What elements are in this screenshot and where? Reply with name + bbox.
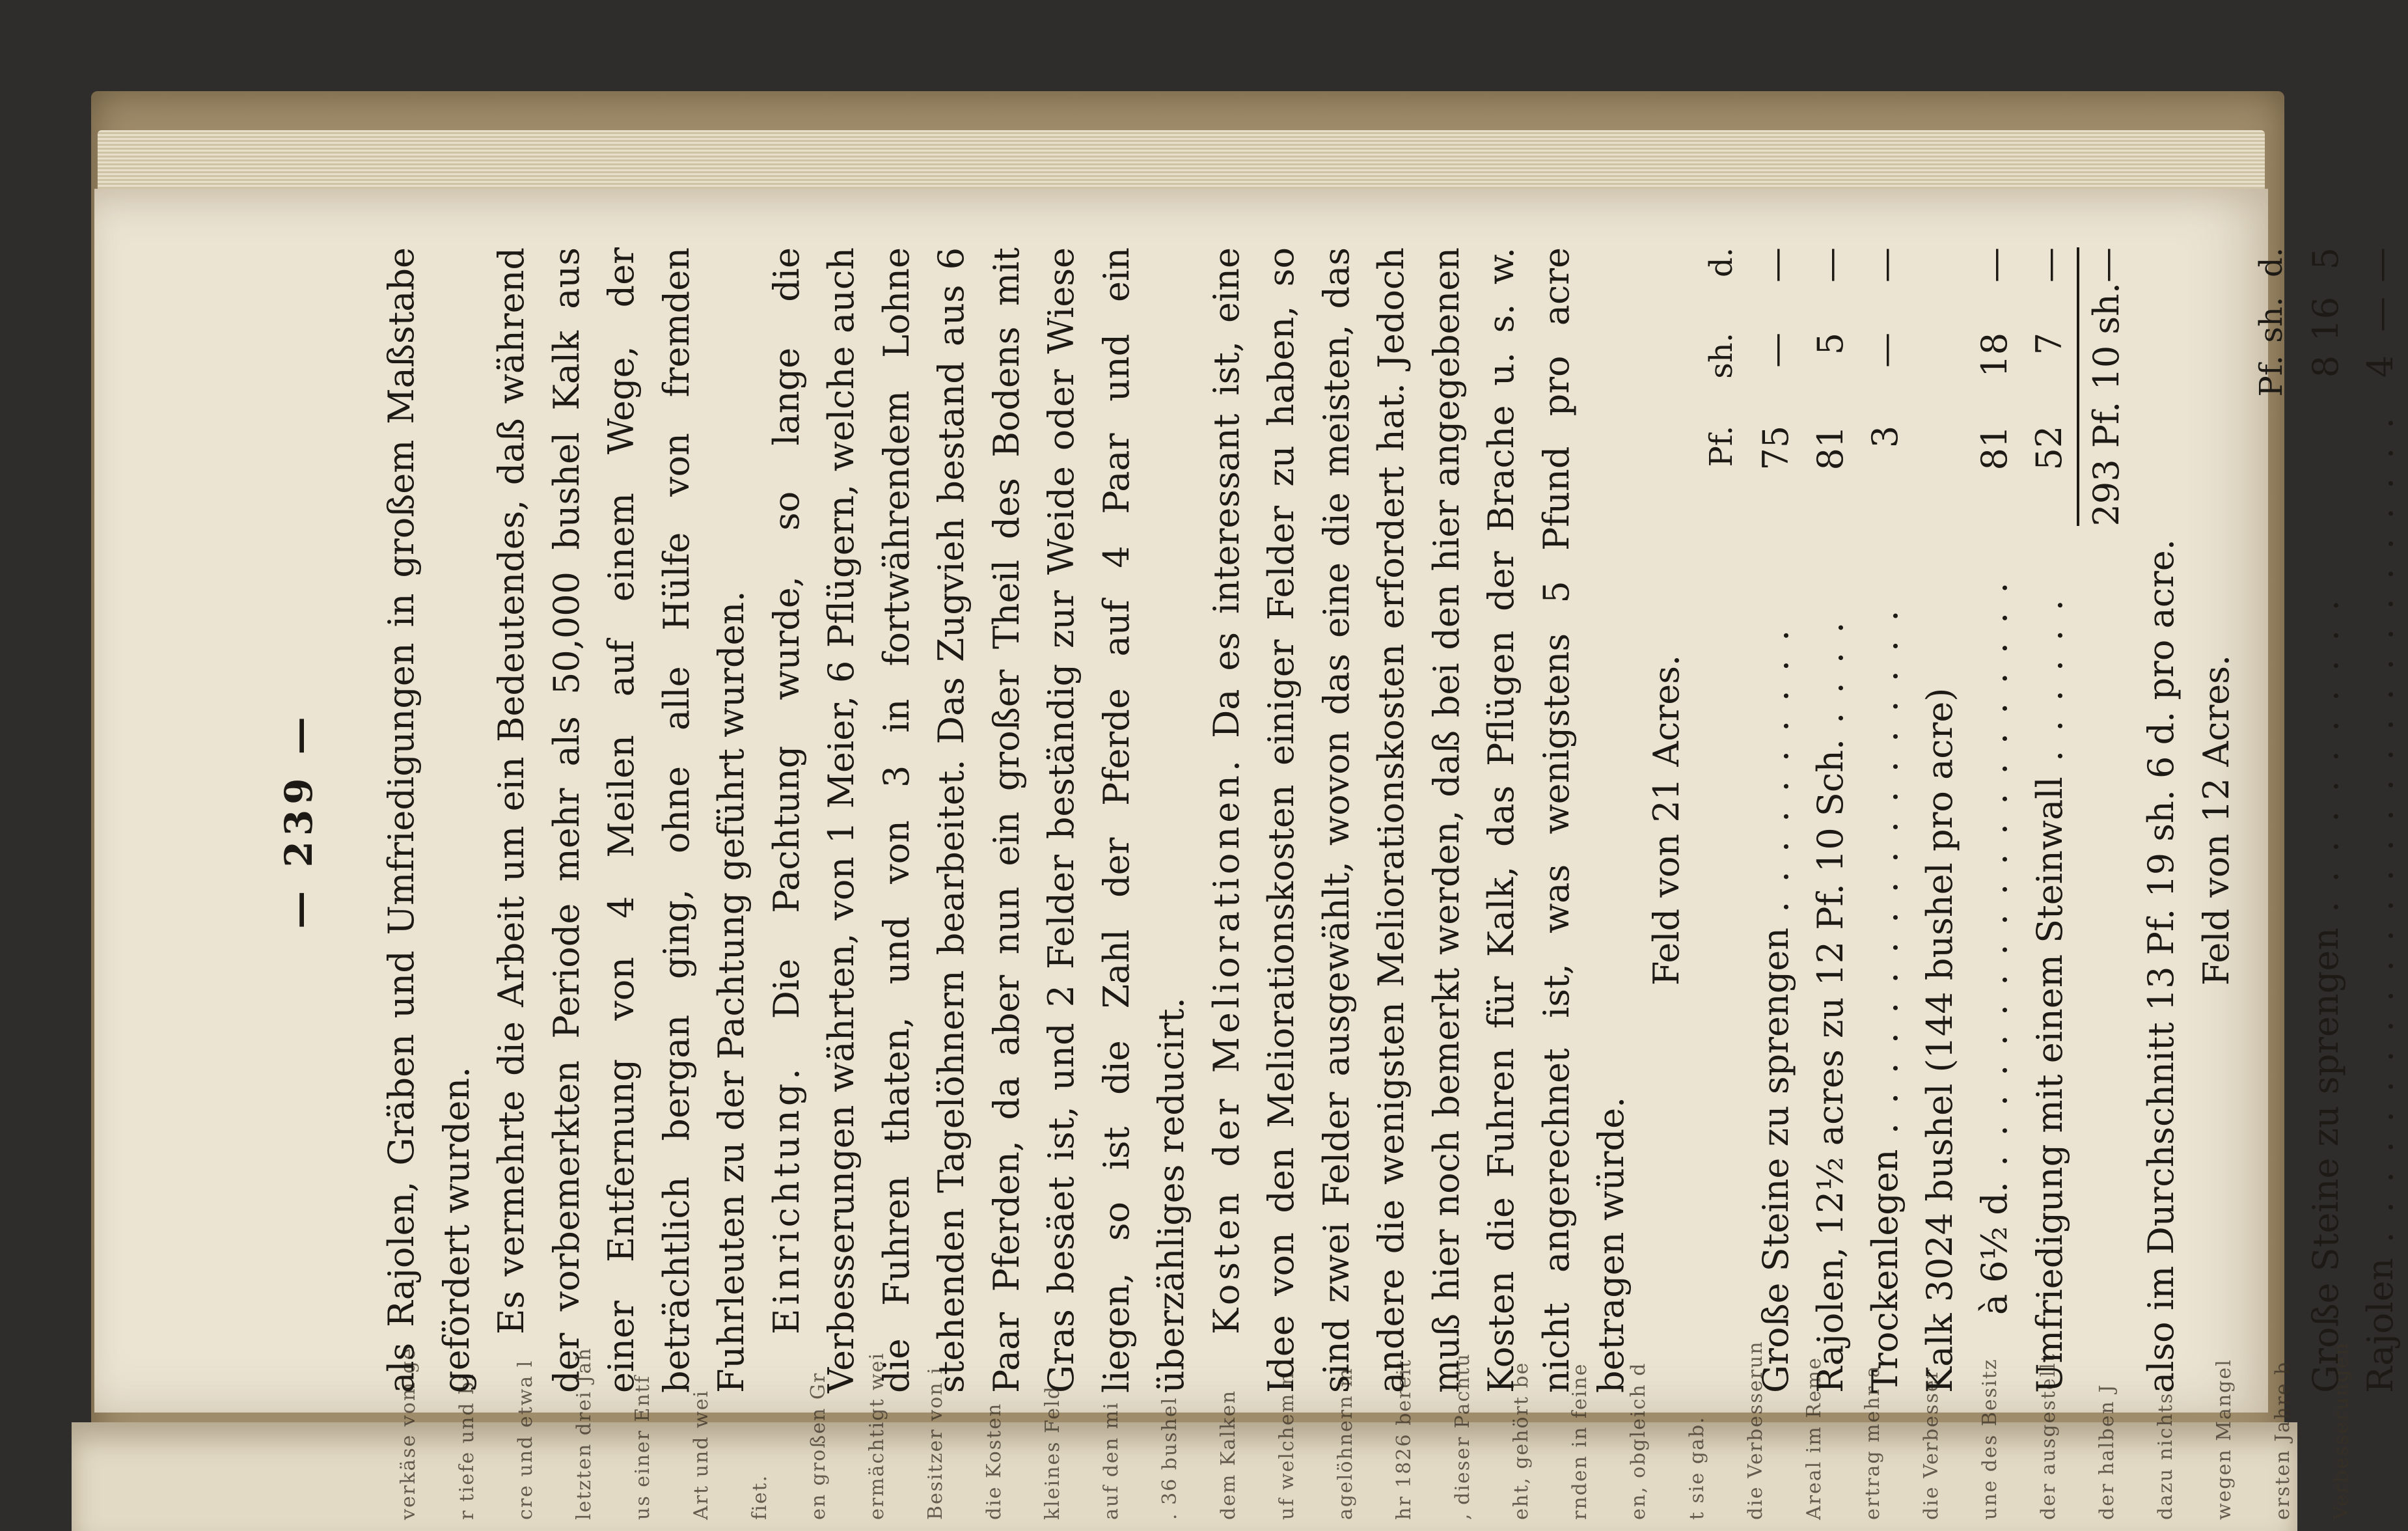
row-label: Trockenlegen: [1865, 1149, 1906, 1393]
facing-line: hr 1826 bereit: [1393, 1359, 1416, 1520]
field-1-header-row: [1694, 247, 1749, 1393]
facing-line: Areal im Reme: [1803, 1357, 1826, 1520]
d-header: d.: [2253, 247, 2290, 277]
d-cell: —: [2029, 247, 2070, 283]
sh-cell: —: [1865, 332, 1906, 368]
field-1-average: also im Durchschnitt 13 Pf. 19 sh. 6 d. pro acre.: [2141, 539, 2182, 1393]
facing-line: letzten drei Jah: [573, 1347, 595, 1520]
row-label: à 6½ d.: [1974, 1181, 2015, 1315]
body-text: [374, 247, 2408, 1393]
row-label: Kalk 3024 bushel (144 bushel pro acre): [1919, 687, 1960, 1393]
facing-line: der ausgestellt: [2037, 1353, 2060, 1520]
table-row: Rajolen . . . . . . . . . . . . . . . . . . . . . . . . . . . . 4 — —: [2353, 247, 2408, 1393]
pf-cell: 3: [1865, 425, 1906, 448]
row-label: Rajolen: [2360, 1258, 2401, 1393]
sh-cell: 16: [2305, 296, 2346, 342]
facing-line: dem Kalken: [1217, 1389, 1240, 1520]
pf-cell: 8: [2305, 355, 2346, 378]
table-row: Trockenlegen . . . . . . . . . . . . . . . . . . 3 — —: [1858, 247, 1913, 1393]
field-1-title: Feld von 21 Acres.: [1645, 654, 1687, 986]
sh-cell: —: [1755, 332, 1796, 368]
facing-line: verkäse vom ge: [397, 1347, 420, 1520]
pf-cell: 4: [2360, 355, 2401, 378]
facing-line: dazu nichts: [2154, 1392, 2177, 1520]
table-row: Rajolen, 12½ acres zu 12 Pf. 10 Sch. . . . . 81 5 —: [1803, 247, 1858, 1393]
d-cell: —: [1974, 247, 2015, 283]
table-row: Große Steine zu sprengen . . . . . . . . . . . 8 16 5: [2299, 247, 2353, 1393]
facing-line: r tiefe und bi: [456, 1373, 478, 1520]
pf-header: Pf.: [1703, 425, 1740, 467]
d-cell: —: [1755, 247, 1796, 283]
pf-cell: 75: [1755, 425, 1796, 471]
facing-line: . 36 bushel: [1158, 1396, 1181, 1520]
facing-line: auf den mi: [1100, 1401, 1123, 1520]
facing-page: [72, 1340, 2353, 1531]
table-row: [1913, 247, 1967, 1393]
field-2-header-row: [2244, 247, 2299, 1393]
pf-cell: 52: [2029, 425, 2070, 471]
facing-line: ersten Jahre b: [2271, 1360, 2294, 1520]
facing-line: fiet.: [748, 1474, 771, 1520]
row-label: Rajolen, 12½ acres zu 12 Pf. 10 Sch.: [1810, 738, 1851, 1393]
sh-cell: —: [2360, 296, 2401, 332]
facing-line: eht, gehört be: [1510, 1361, 1533, 1520]
paragraph-1: als Rajolen, Gräben und Umfriedigungen in großem Maßstabe gefördert wurden.: [381, 247, 477, 1393]
facing-line: Art und wei: [690, 1389, 713, 1520]
paragraph-3-text: Die Pachtung wurde, so lange die Verbesserungen währten, von 1 Meier, 6 Pflügern, welche auch die Fuhren thaten, und von 3 in fortwährendem Lohne stehenden Tagelöhnern bearbeitet. Das Zugvieh bestand aus 6 Paar Pferden, da aber nun ein großer Theil des Bodens mit Gras besäet ist, und 2 Felder beständig zur Weide oder Wiese liegen, so ist die Zahl der Pferde auf 4 Paar und ein überzähliges reducirt.: [765, 247, 1192, 1393]
section-heading-einrichtung: Einrichtung.: [765, 1064, 807, 1334]
facing-line: en großen Gr: [807, 1372, 830, 1520]
sh-header: sh.: [2253, 296, 2290, 343]
page-edges: [98, 130, 2265, 192]
facing-line: uf welchem n: [1276, 1371, 1298, 1520]
d-cell: —: [1810, 247, 1851, 283]
facing-line: wegen Mangel: [2213, 1359, 2236, 1520]
paragraph-4: [1199, 247, 1639, 1393]
facing-line: Verbesserungen: [2330, 1342, 2353, 1520]
d-cell: —: [1865, 247, 1906, 283]
facing-line: die Kosten: [983, 1402, 1006, 1520]
facing-page-text: [72, 1340, 2353, 1531]
facing-line: der halben J: [2096, 1383, 2118, 1520]
table-row: Große Steine zu sprengen . . . . . . . . . . 75 — —: [1749, 247, 1803, 1393]
pf-header: Pf.: [2253, 355, 2290, 397]
facing-line: kleines Feld: [1041, 1385, 1064, 1520]
facing-line: Besitzer von i: [924, 1366, 947, 1520]
pf-cell: 81: [1974, 425, 2015, 471]
paragraph-4-text: Da es interessant ist, eine Idee von den Meliorationskosten einiger Felder zu haben, so sind zwei Felder ausgewählt, wovon das eine die meisten, das andere die wenigsten Meliorationskosten erfordert hat. Jedoch muß hier noch bemerkt werden, daß bei den hier angegebenen Kosten die Fuhren für Kalk, das Pflügen der Brache u. s. w. nicht angerechnet ist, was wenigstens 5 Pfund pro acre betragen würde.: [1205, 247, 1632, 1393]
facing-line: us einer Entf: [631, 1375, 654, 1520]
facing-line: en, obgleich d: [1627, 1362, 1650, 1520]
page-number: — 239 —: [277, 711, 321, 929]
row-label: Große Steine zu sprengen: [2305, 928, 2346, 1393]
facing-line: die Verbesser: [1920, 1368, 1943, 1520]
facing-line: cre und etwa l: [514, 1359, 537, 1520]
sh-header: sh.: [1703, 332, 1740, 379]
table-row: Umfriedigung mit einem Steinwall . . . . . . 52 7 —: [2022, 247, 2078, 1393]
facing-line: ermächtigt wei: [866, 1351, 888, 1520]
field-2-table: [2244, 247, 2408, 1393]
pf-cell: 81: [1810, 425, 1851, 471]
facing-line: une des Besitz: [1978, 1358, 2001, 1520]
facing-line: rnden in feine: [1568, 1362, 1591, 1520]
sh-cell: 7: [2029, 332, 2070, 355]
field-2-title: Feld von 12 Acres.: [2195, 654, 2237, 986]
row-label: Umfriedigung mit einem Steinwall: [2029, 777, 2070, 1393]
d-cell: —: [2360, 247, 2401, 283]
field-1-total: 293 Pf. 10 sh.—: [2078, 247, 2134, 527]
table-row: à 6½ d. . . . . . . . . . . . . . . . . . . . . 81 18 —: [1967, 247, 2022, 1393]
facing-line: , dieser Pachtu: [1451, 1353, 1474, 1520]
paragraph-3: [759, 247, 1199, 1393]
paragraph-2: Es vermehrte die Arbeit um ein Bedeutendes, daß während der vorbemerkten Periode mehr als 50,000 bushel Kalk aus einer Entfernung von 4 Meilen auf einem Wege, der beträchtlich bergan ging, ohne alle Hülfe von fremden Fuhrleuten zu der Pachtung geführt wurden.: [491, 247, 752, 1393]
sh-cell: 5: [1810, 332, 1851, 355]
total-row: [2078, 247, 2134, 1393]
section-heading-kosten: Kosten der Meliorationen.: [1205, 756, 1247, 1334]
page-content: [277, 247, 2401, 1393]
facing-line: agelöhnern m: [1334, 1367, 1357, 1520]
sh-cell: 18: [1974, 332, 2015, 378]
facing-line: ertrag mehr a: [1861, 1364, 1884, 1520]
field-1-table: [1694, 247, 2134, 1393]
facing-line: t sie gab.: [1686, 1416, 1708, 1520]
row-label: Große Steine zu sprengen: [1755, 928, 1796, 1393]
d-cell: 5: [2305, 247, 2346, 270]
facing-line: die Verbesserun: [1744, 1340, 1767, 1520]
d-header: d.: [1703, 247, 1740, 277]
